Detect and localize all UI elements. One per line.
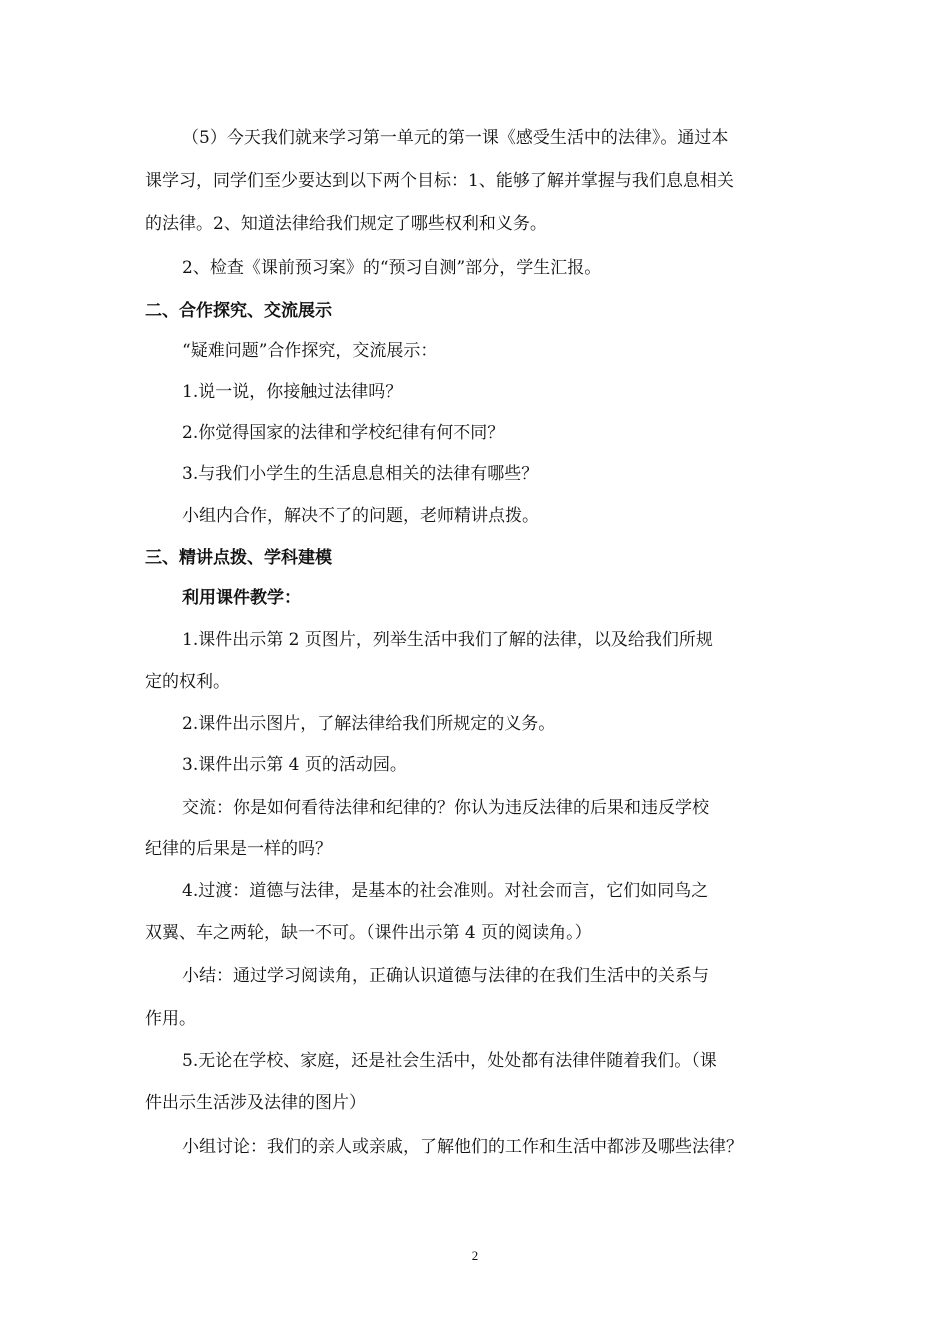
paragraph-line: 作用。 bbox=[145, 1009, 196, 1029]
section-heading: 二、合作探究、交流展示 bbox=[145, 301, 332, 321]
paragraph-line: 1.课件出示第 2 页图片，列举生活中我们了解的法律，以及给我们所规 bbox=[182, 630, 713, 650]
subheading: 利用课件教学： bbox=[182, 588, 301, 608]
paragraph-line: 件出示生活涉及法律的图片） bbox=[145, 1093, 366, 1113]
paragraph-line: 定的权利。 bbox=[145, 672, 230, 692]
paragraph-line: 3.课件出示第 4 页的活动园。 bbox=[182, 755, 407, 775]
paragraph-line: 小组内合作，解决不了的问题，老师精讲点拨。 bbox=[182, 506, 539, 526]
page-number: 2 bbox=[471, 1248, 479, 1263]
paragraph-line: 纪律的后果是一样的吗？ bbox=[145, 839, 332, 859]
list-item: 3.与我们小学生的生活息息相关的法律有哪些？ bbox=[182, 464, 539, 484]
paragraph-line: （5）今天我们就来学习第一单元的第一课《感受生活中的法律》。通过本 bbox=[182, 128, 729, 148]
paragraph-line: 小组讨论：我们的亲人或亲戚，了解他们的工作和生活中都涉及哪些法律？ bbox=[182, 1137, 743, 1157]
paragraph-line: 5.无论在学校、家庭，还是社会生活中，处处都有法律伴随着我们。（课 bbox=[182, 1051, 717, 1071]
list-item: 1.说一说，你接触过法律吗？ bbox=[182, 382, 403, 402]
paragraph-line: 交流：你是如何看待法律和纪律的？你认为违反法律的后果和违反学校 bbox=[182, 798, 709, 818]
paragraph-line: 小结：通过学习阅读角，正确认识道德与法律的在我们生活中的关系与 bbox=[182, 966, 709, 986]
list-item: 2.你觉得国家的法律和学校纪律有何不同？ bbox=[182, 423, 505, 443]
paragraph-line: 2、检查《课前预习案》的“预习自测”部分，学生汇报。 bbox=[182, 258, 602, 278]
paragraph-line: 2.课件出示图片，了解法律给我们所规定的义务。 bbox=[182, 714, 556, 734]
paragraph-line: “疑难问题”合作探究，交流展示： bbox=[182, 341, 438, 361]
section-heading: 三、精讲点拨、学科建模 bbox=[145, 548, 332, 568]
paragraph-line: 4.过渡：道德与法律，是基本的社会准则。对社会而言，它们如同鸟之 bbox=[182, 881, 709, 901]
paragraph-line: 的法律。2、知道法律给我们规定了哪些权利和义务。 bbox=[145, 214, 547, 234]
paragraph-line: 双翼、车之两轮，缺一不可。（课件出示第 4 页的阅读角。） bbox=[145, 923, 592, 943]
paragraph-line: 课学习，同学们至少要达到以下两个目标：1、能够了解并掌握与我们息息相关 bbox=[145, 171, 734, 191]
